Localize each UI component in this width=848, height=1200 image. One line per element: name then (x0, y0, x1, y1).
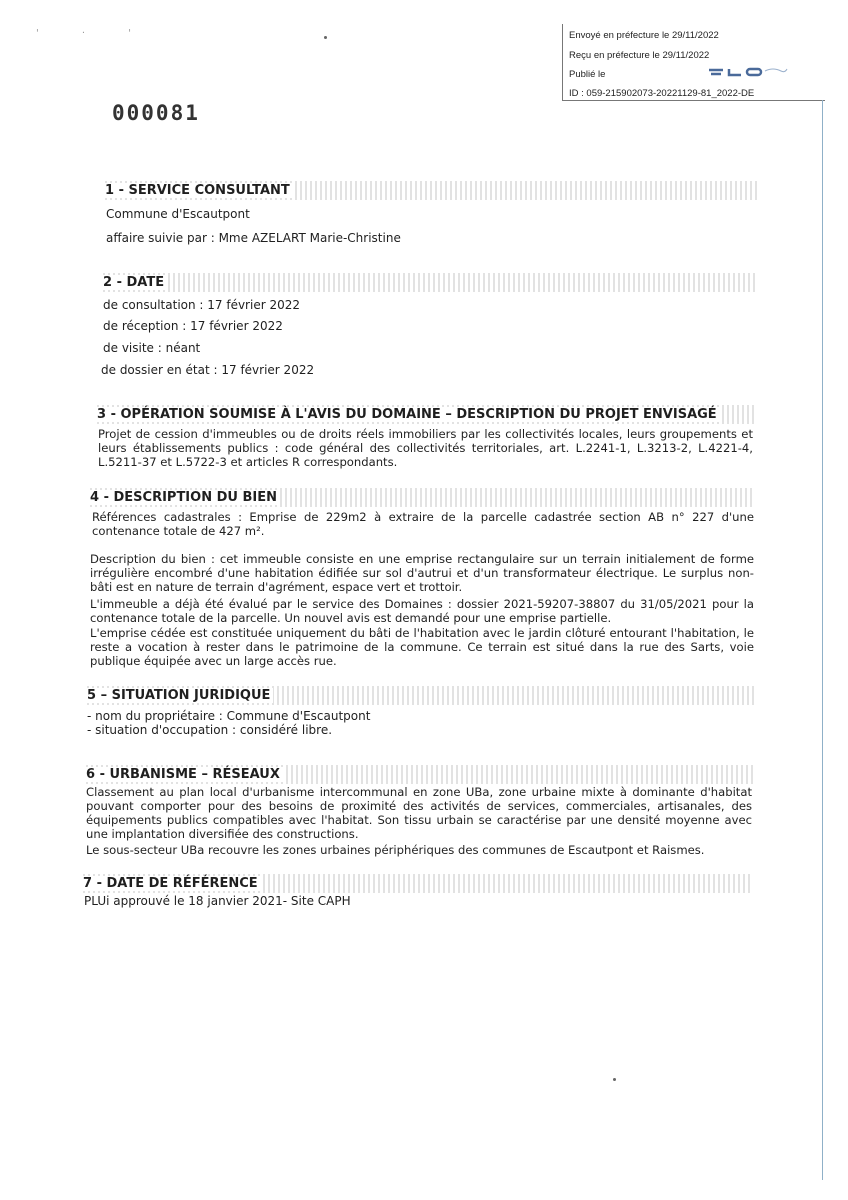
zoning-text: Classement au plan local d'urbanisme intercommunal en zone UBa, zone urbaine mixte à dominante d'habitat pouvant comporter pour des besoins de proximité des activités de services, commerciales, artisanales, des équipements publics compatibles avec l'habitat. Son tissu urbain se caractérise par une densité moyenne avec une implantation diversifiée des constructions. (86, 785, 752, 841)
affaire-text: affaire suivie par : Mme AZELART Marie-Christine (106, 231, 401, 245)
section-5-title: 5 – SITUATION JURIDIQUE (87, 688, 273, 703)
occupation-status: - situation d'occupation : considéré libre. (87, 723, 333, 737)
section-4-title: 4 - DESCRIPTION DU BIEN (90, 490, 280, 505)
stamp-received: Reçu en préfecture le 29/11/2022 (569, 50, 710, 61)
slo-logo-icon (707, 65, 789, 79)
date-reception: de réception : 17 février 2022 (103, 319, 283, 333)
scan-marks: ' · ' (36, 28, 152, 39)
stamp-sent: Envoyé en préfecture le 29/11/2022 (569, 30, 719, 41)
date-visite: de visite : néant (103, 341, 201, 355)
commune-text: Commune d'Escautpont (106, 207, 250, 221)
emprise-description: L'emprise cédée est constituée uniquement du bâti de l'habitation avec le jardin clôturé entourant l'habitation, le reste a vocation à rester dans le patrimoine de la commune. Ce terrain est situé dans la rue des Sarts, voie publique équipée avec un large accès rue. (90, 626, 754, 668)
section-5-header (87, 686, 755, 705)
previous-evaluation: L'immeuble a déjà été évalué par le service des Domaines : dossier 2021-59207-38807 du 31/05/2021 pour la contenance totale de la parcelle. Un nouvel avis est demandé pour une emprise partielle. (90, 597, 754, 625)
cadastral-references: Références cadastrales : Emprise de 229m2 à extraire de la parcelle cadastrée section AB n° 227 d'une contenance totale de 427 m². (92, 510, 754, 538)
section-1-header (105, 181, 758, 200)
section-1-title: 1 - SERVICE CONSULTANT (105, 183, 293, 198)
margin-rule (822, 100, 823, 1180)
scan-speck (613, 1078, 616, 1081)
section-3-header (97, 405, 755, 424)
section-7-title: 7 - DATE DE RÉFÉRENCE (83, 876, 261, 891)
document-number: 000081 (112, 101, 200, 125)
stamp-id: ID : 059-215902073-20221129-81_2022-DE (569, 88, 755, 99)
sub-sector-text: Le sous-secteur UBa recouvre les zones urbaines périphériques des communes de Escautpont et Raismes. (86, 843, 705, 857)
section-4-header (90, 488, 755, 507)
date-dossier: de dossier en état : 17 février 2022 (101, 363, 315, 377)
section-3-text: Projet de cession d'immeubles ou de droits réels immobiliers par les collectivités locales, leurs groupements et leurs établissements publics : code général des collectivités territoriales, art. L.2241-1, L.3213-2, L.4221-4, L.5211-37 et L.5722-3 et articles R correspondants. (98, 427, 753, 469)
reference-date-text: PLUi approuvé le 18 janvier 2021- Site CAPH (84, 894, 351, 908)
section-6-title: 6 - URBANISME – RÉSEAUX (86, 767, 283, 782)
section-7-header (83, 874, 753, 893)
section-6-header (86, 765, 754, 784)
scan-speck (324, 36, 327, 39)
property-description: Description du bien : cet immeuble consiste en une emprise rectangulaire sur un terrain initialement de forme irrégulière encombré d'une habitation édifiée sur sol d'autrui et d'un transformateur électrique. Le surplus non-bâti est en nature de terrain d'agrément, espace vert et trottoir. (90, 552, 754, 594)
stamp-published: Publié le (569, 69, 606, 80)
section-2-title: 2 - DATE (103, 275, 167, 290)
date-consultation: de consultation : 17 février 2022 (103, 298, 300, 312)
section-3-title: 3 - OPÉRATION SOUMISE À L'AVIS DU DOMAINE – DESCRIPTION DU PROJET ENVISAGÉ (97, 407, 720, 422)
section-2-header (103, 273, 756, 292)
owner-name: - nom du propriétaire : Commune d'Escautpont (87, 709, 371, 723)
prefecture-stamp (562, 24, 825, 101)
